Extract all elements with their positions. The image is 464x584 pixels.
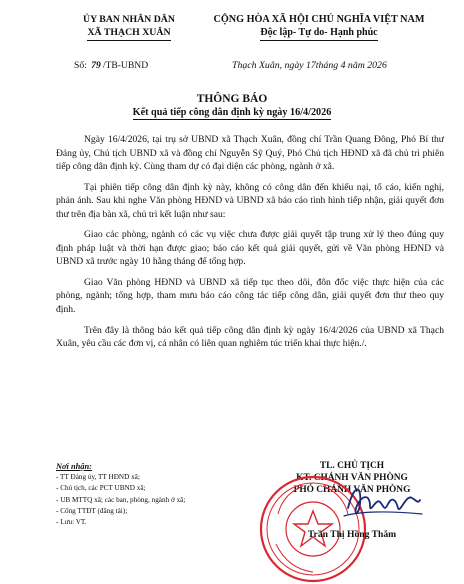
national-heading bbox=[196, 14, 442, 41]
recipients-block bbox=[56, 461, 236, 528]
recipient-item: - TT Đảng ủy, TT HĐND xã; bbox=[56, 473, 140, 482]
body-paragraph: Ngày 16/4/2026, tại trụ sở UBND xã Thạch Xuân, đồng chí Trần Quang Đông, Phó Bí thư Đảng ủy, Chủ tịch UBND xã và đồng chí Nguyễn Sỹ Quý, Phó Chủ tịch HĐND xã đã chủ trì phiên tiếp công dân định kỳ. Cùng tham dự có đại diện các phòng, ngành ở xã. bbox=[56, 134, 444, 173]
nation-name: CỘNG HÒA XÃ HỘI CHỦ NGHĨA VIỆT NAM bbox=[213, 14, 425, 25]
signature-line-3: PHÓ CHÁNH VĂN PHÒNG bbox=[293, 484, 411, 495]
signer-name: Trần Thị Hồng Thắm bbox=[307, 529, 397, 540]
recipients-heading: Nơi nhận: bbox=[56, 462, 92, 471]
document-subtitle bbox=[0, 107, 464, 120]
body-paragraph: Giao Văn phòng HĐND và UBND xã tiếp tục theo dõi, đôn đốc việc thực hiện của các phòng, ngành; tổng hợp, tham mưu báo cáo công tác tiếp công dân, giải quyết đơn thư theo quy định. bbox=[56, 276, 444, 316]
signature-line-1: TL. CHỦ TỊCH bbox=[319, 461, 385, 471]
signature-line-2: KT. CHÁNH VĂN PHÒNG bbox=[296, 472, 408, 483]
document-number bbox=[74, 60, 148, 71]
body-paragraph: Giao các phòng, ngành có các vụ việc chưa được giải quyết tập trung xử lý theo đúng quy định pháp luật và thời hạn được giao; báo cáo kết quả giải quyết, gửi về Văn phòng HĐND và UBND xã trước ngày 10 hằng tháng để tổng hợp. bbox=[56, 229, 444, 268]
handwritten-signature bbox=[340, 478, 424, 522]
number-value: 79 bbox=[91, 60, 101, 71]
national-motto: Độc lập- Tự do- Hạnh phúc bbox=[260, 27, 377, 42]
body-paragraph: Trên đây là thông báo kết quả tiếp công dân định kỳ ngày 16/4/2026 của UBND xã Thạch Xuân, yêu cầu các đơn vị, cá nhân có liên quan nghiêm túc triển khai thực hiện./. bbox=[56, 324, 444, 350]
number-suffix: /TB-UBND bbox=[102, 60, 149, 71]
issuing-agency bbox=[40, 14, 218, 41]
agency-line-2: XÃ THẠCH XUÂN bbox=[87, 27, 170, 42]
issue-date: Thạch Xuân, ngày 17tháng 4 năm 2026 bbox=[232, 60, 387, 71]
recipient-item: - Lưu: VT. bbox=[56, 518, 87, 527]
document-body bbox=[56, 133, 444, 358]
body-paragraph: Tại phiên tiếp công dân định kỳ này, không có công dân đến khiếu nại, tố cáo, kiến nghị, phản ánh. Sau khi nghe Văn phòng HĐND và UBND xã báo cáo tình hình tiếp nhận, giải quyết đơn thư trên địa bàn xã, chủ trì kết luận như sau: bbox=[56, 181, 444, 220]
recipient-item: - UB MTTQ xã; các ban, phòng, ngành ở xã; bbox=[56, 495, 186, 504]
document-title: THÔNG BÁO bbox=[196, 93, 268, 105]
subtitle-text: Kết quả tiếp công dân định kỳ ngày 16/4/2026 bbox=[132, 107, 332, 118]
recipient-item: - Cổng TTĐT (đăng tải); bbox=[56, 506, 128, 515]
agency-line-1: ỦY BAN NHÂN DÂN bbox=[83, 14, 175, 25]
recipient-item: - Chủ tịch, các PCT UBND xã; bbox=[56, 484, 146, 493]
number-prefix: Số: bbox=[74, 60, 87, 71]
